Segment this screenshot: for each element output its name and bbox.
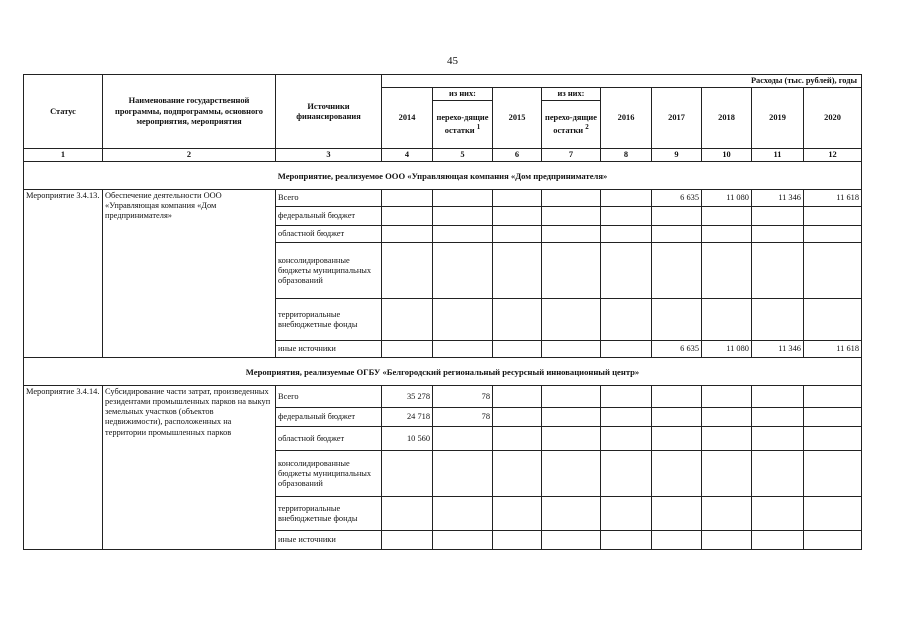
amount-cell: [433, 497, 493, 531]
amount-cell: [601, 531, 652, 550]
amount-cell: [493, 207, 542, 226]
column-number: 6: [493, 149, 542, 162]
amount-cell: 6 635: [652, 341, 702, 358]
amount-cell: [652, 207, 702, 226]
header-sources: Источники финансирования: [276, 75, 382, 149]
event-status: Мероприятие 3.4.13.: [24, 190, 103, 358]
amount-cell: [804, 226, 862, 243]
column-number: 4: [382, 149, 433, 162]
amount-cell: 24 718: [382, 408, 433, 427]
amount-cell: [702, 408, 752, 427]
amount-cell: [493, 299, 542, 341]
amount-cell: [601, 226, 652, 243]
header-year-2019: 2019: [752, 88, 804, 149]
amount-cell: [542, 341, 601, 358]
amount-cell: [752, 243, 804, 299]
amount-cell: [433, 451, 493, 497]
amount-cell: [433, 243, 493, 299]
amount-cell: [702, 226, 752, 243]
column-number: 1: [24, 149, 103, 162]
section-title-row: [24, 358, 862, 386]
amount-cell: [493, 190, 542, 207]
amount-cell: [493, 341, 542, 358]
amount-cell: [752, 207, 804, 226]
amount-cell: [493, 243, 542, 299]
header-year-2016: 2016: [601, 88, 652, 149]
section-title: Мероприятие, реализуемое ООО «Управляющая компания «Дом предпринимателя»: [24, 162, 862, 190]
amount-cell: [433, 226, 493, 243]
budget-table: [23, 74, 862, 550]
amount-cell: [601, 497, 652, 531]
amount-cell: [752, 408, 804, 427]
amount-cell: [601, 408, 652, 427]
funding-source: Всего: [276, 386, 382, 408]
amount-cell: [382, 299, 433, 341]
column-number-row: [24, 149, 862, 162]
amount-cell: [542, 408, 601, 427]
amount-cell: [652, 427, 702, 451]
amount-cell: 11 080: [702, 190, 752, 207]
column-number: 10: [702, 149, 752, 162]
amount-cell: [652, 531, 702, 550]
amount-cell: 11 346: [752, 190, 804, 207]
amount-cell: [382, 226, 433, 243]
amount-cell: [542, 243, 601, 299]
amount-cell: 10 560: [382, 427, 433, 451]
amount-cell: 11 618: [804, 341, 862, 358]
amount-cell: [542, 497, 601, 531]
column-number: 9: [652, 149, 702, 162]
amount-cell: [542, 427, 601, 451]
table-row: [24, 190, 862, 207]
amount-cell: [652, 497, 702, 531]
amount-cell: [752, 427, 804, 451]
event-name: Обеспечение деятельности ООО «Управляющая компания «Дом предпринимателя»: [103, 190, 276, 358]
amount-cell: [752, 451, 804, 497]
amount-cell: [652, 451, 702, 497]
amount-cell: [493, 386, 542, 408]
header-year-2015: 2015: [493, 88, 542, 149]
funding-source: территориальные внебюджетные фонды: [276, 497, 382, 531]
amount-cell: 6 635: [652, 190, 702, 207]
header-of-them-1: из них:: [433, 88, 493, 101]
amount-cell: [804, 207, 862, 226]
amount-cell: [652, 226, 702, 243]
amount-cell: [542, 190, 601, 207]
amount-cell: [601, 451, 652, 497]
amount-cell: [702, 531, 752, 550]
funding-source: иные источники: [276, 531, 382, 550]
amount-cell: [804, 243, 862, 299]
amount-cell: [433, 427, 493, 451]
amount-cell: [601, 427, 652, 451]
amount-cell: [804, 299, 862, 341]
funding-source: иные источники: [276, 341, 382, 358]
amount-cell: [382, 531, 433, 550]
amount-cell: 78: [433, 408, 493, 427]
section-title: Мероприятия, реализуемые ОГБУ «Белгородский региональный ресурсный инновационный центр»: [24, 358, 862, 386]
amount-cell: [382, 451, 433, 497]
column-number: 8: [601, 149, 652, 162]
amount-cell: [542, 226, 601, 243]
amount-cell: [752, 386, 804, 408]
amount-cell: [382, 207, 433, 226]
column-number: 7: [542, 149, 601, 162]
amount-cell: [601, 207, 652, 226]
amount-cell: [601, 341, 652, 358]
amount-cell: [382, 243, 433, 299]
amount-cell: [804, 386, 862, 408]
column-number: 2: [103, 149, 276, 162]
amount-cell: [542, 299, 601, 341]
amount-cell: [804, 497, 862, 531]
event-status: Мероприятие 3.4.14.: [24, 386, 103, 550]
amount-cell: [804, 427, 862, 451]
amount-cell: [752, 299, 804, 341]
amount-cell: [752, 226, 804, 243]
table-row: [24, 386, 862, 408]
amount-cell: [804, 408, 862, 427]
amount-cell: [493, 226, 542, 243]
header-name: Наименование государственной программы, подпрограммы, основного мероприятия, мероприятия: [103, 75, 276, 149]
header-year-2017: 2017: [652, 88, 702, 149]
header-year-2014: 2014: [382, 88, 433, 149]
header-of-them-2: из них:: [542, 88, 601, 101]
amount-cell: [702, 207, 752, 226]
amount-cell: [542, 386, 601, 408]
header-expenses: Расходы (тыс. рублей), годы: [382, 75, 862, 88]
amount-cell: 11 080: [702, 341, 752, 358]
amount-cell: [601, 190, 652, 207]
amount-cell: [382, 497, 433, 531]
amount-cell: [702, 386, 752, 408]
amount-cell: [382, 190, 433, 207]
amount-cell: [433, 531, 493, 550]
header-carry-1: перехо-дящие остатки $^1$: [433, 101, 493, 149]
amount-cell: [702, 243, 752, 299]
page-number: 45: [447, 55, 458, 67]
amount-cell: [652, 299, 702, 341]
amount-cell: [542, 451, 601, 497]
amount-cell: 35 278: [382, 386, 433, 408]
amount-cell: [702, 497, 752, 531]
amount-cell: [702, 451, 752, 497]
amount-cell: [702, 299, 752, 341]
amount-cell: [493, 427, 542, 451]
amount-cell: [433, 341, 493, 358]
funding-source: Всего: [276, 190, 382, 207]
column-number: 5: [433, 149, 493, 162]
amount-cell: [652, 386, 702, 408]
funding-source: областной бюджет: [276, 427, 382, 451]
amount-cell: 11 618: [804, 190, 862, 207]
section-title-row: [24, 162, 862, 190]
column-number: 12: [804, 149, 862, 162]
column-number: 11: [752, 149, 804, 162]
amount-cell: [542, 207, 601, 226]
funding-source: консолидированные бюджеты муниципальных образований: [276, 243, 382, 299]
amount-cell: [702, 427, 752, 451]
amount-cell: 78: [433, 386, 493, 408]
amount-cell: [433, 190, 493, 207]
funding-source: территориальные внебюджетные фонды: [276, 299, 382, 341]
amount-cell: [542, 531, 601, 550]
amount-cell: [752, 531, 804, 550]
funding-source: федеральный бюджет: [276, 207, 382, 226]
amount-cell: [601, 243, 652, 299]
column-number: 3: [276, 149, 382, 162]
amount-cell: 11 346: [752, 341, 804, 358]
header-status: Статус: [24, 75, 103, 149]
amount-cell: [433, 299, 493, 341]
amount-cell: [493, 531, 542, 550]
amount-cell: [601, 299, 652, 341]
amount-cell: [493, 497, 542, 531]
amount-cell: [493, 408, 542, 427]
amount-cell: [652, 243, 702, 299]
amount-cell: [433, 207, 493, 226]
event-name: Субсидирование части затрат, произведенных резидентами промышленных парков на выкуп земельных участков (объектов недвижимости), расположенных на территории промышленных парков: [103, 386, 276, 550]
amount-cell: [382, 341, 433, 358]
header-year-2020: 2020: [804, 88, 862, 149]
amount-cell: [804, 531, 862, 550]
header-year-2018: 2018: [702, 88, 752, 149]
amount-cell: [652, 408, 702, 427]
funding-source: федеральный бюджет: [276, 408, 382, 427]
header-carry-2: перехо-дящие остатки $^2$: [542, 101, 601, 149]
amount-cell: [601, 386, 652, 408]
funding-source: консолидированные бюджеты муниципальных образований: [276, 451, 382, 497]
amount-cell: [493, 451, 542, 497]
funding-source: областной бюджет: [276, 226, 382, 243]
amount-cell: [752, 497, 804, 531]
amount-cell: [804, 451, 862, 497]
